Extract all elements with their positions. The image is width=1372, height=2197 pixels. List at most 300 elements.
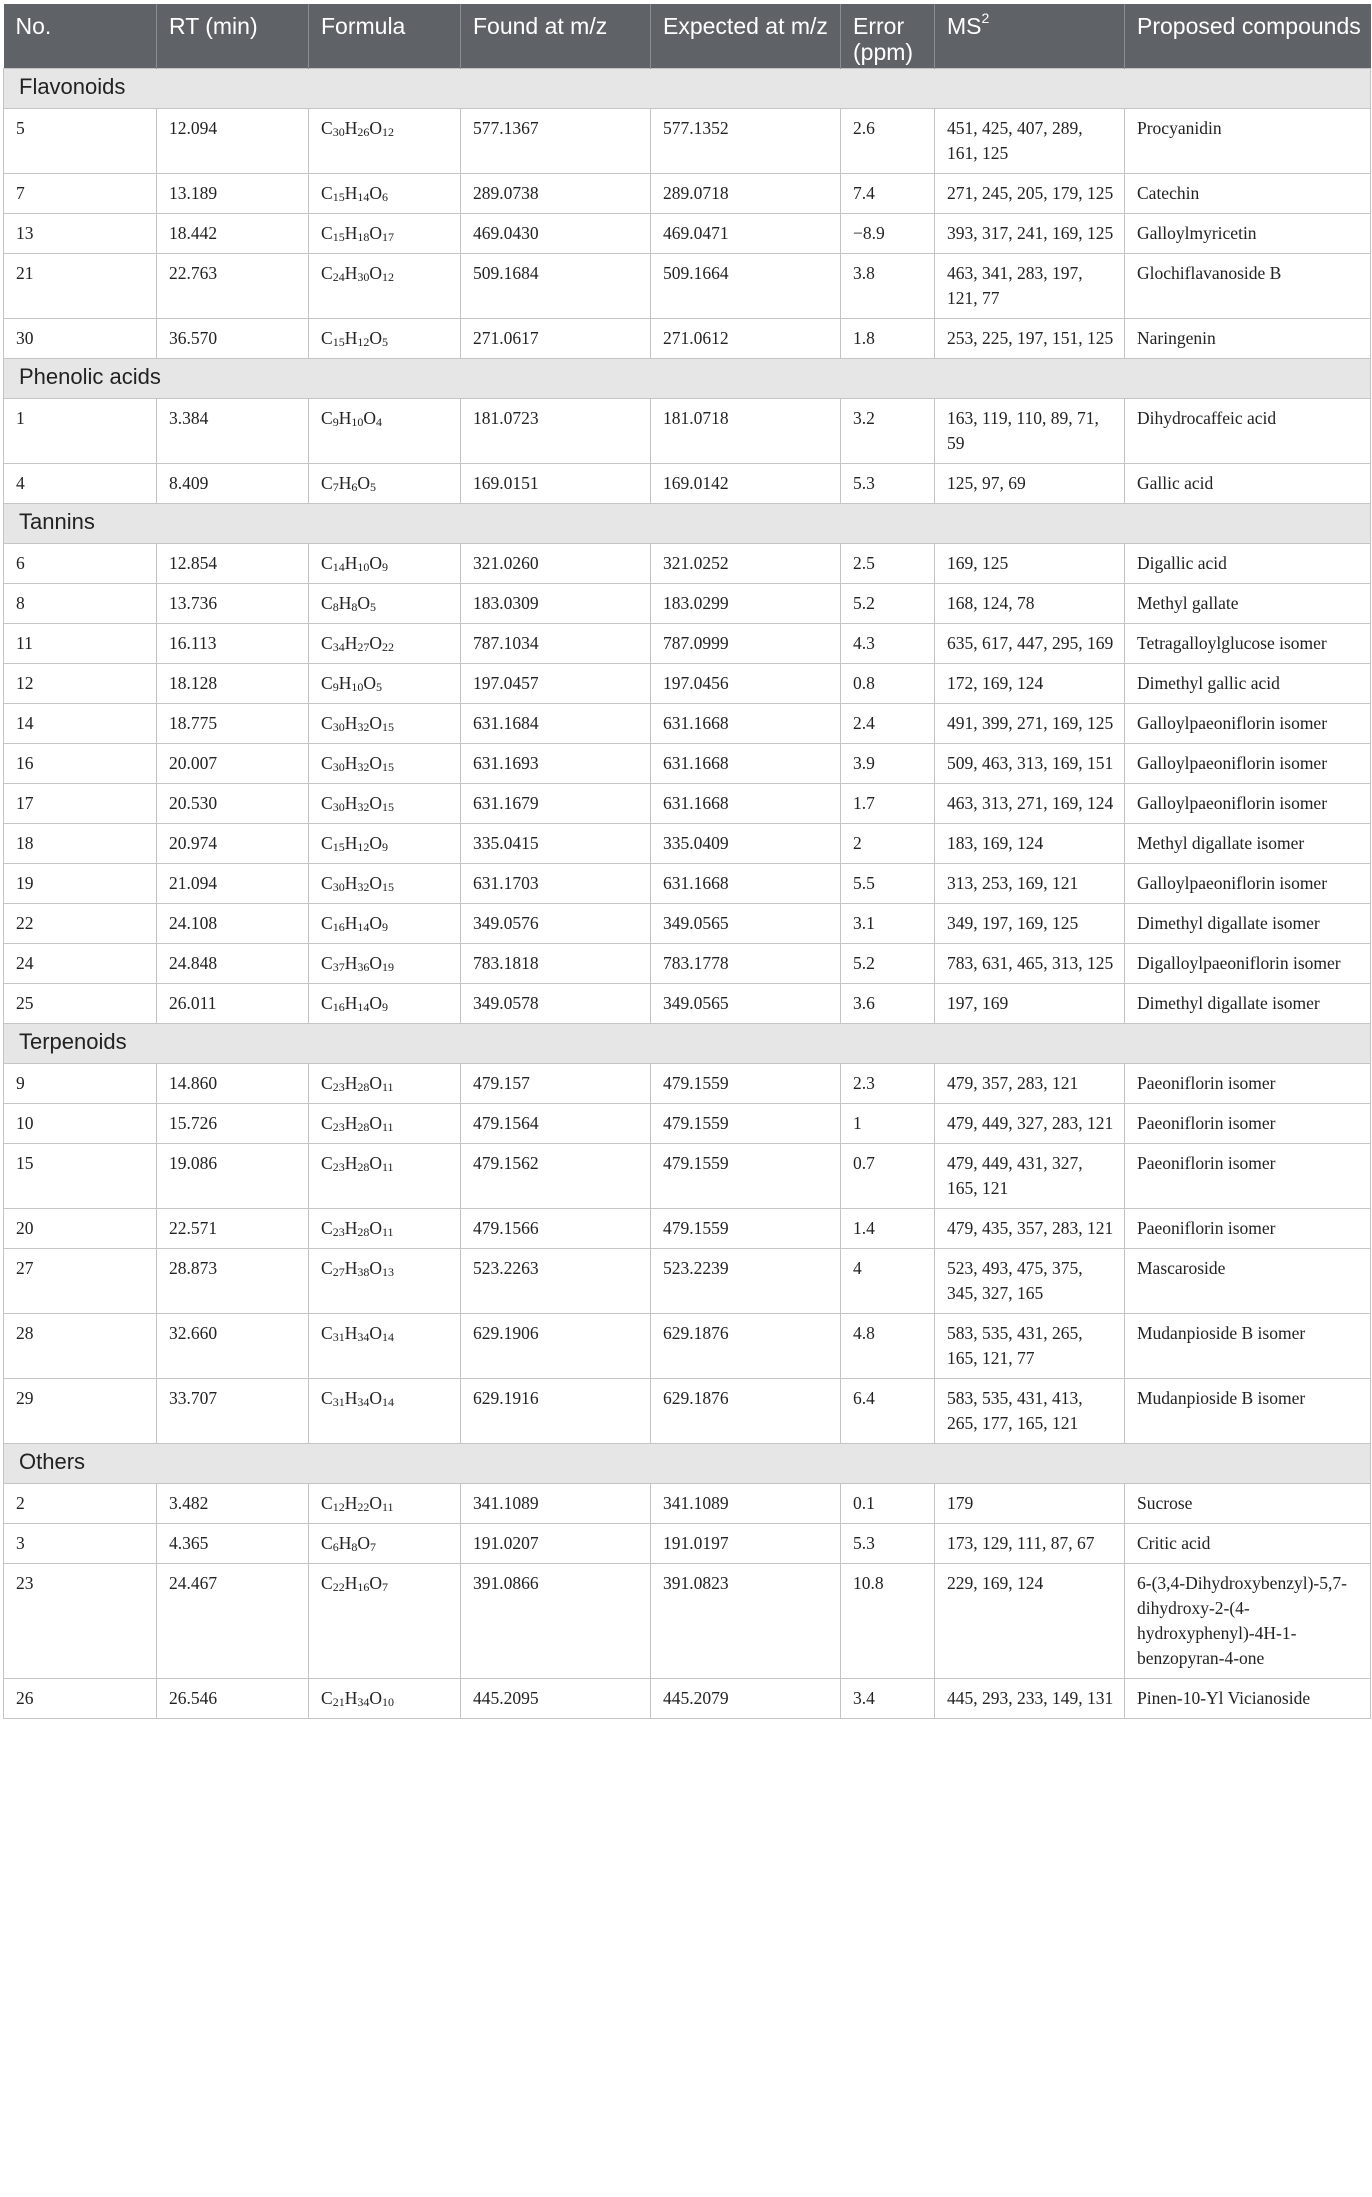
formula-element: H (338, 673, 352, 693)
cell-found: 321.0260 (461, 544, 651, 584)
formula-count: 15 (332, 840, 345, 854)
cell-ms2: 349, 197, 169, 125 (935, 904, 1125, 944)
formula-count: 34 (357, 1695, 370, 1709)
formula-count: 15 (381, 880, 394, 894)
cell-ms2: 445, 293, 233, 149, 131 (935, 1679, 1125, 1719)
cell-found: 341.1089 (461, 1484, 651, 1524)
cell-expected: 445.2079 (651, 1679, 841, 1719)
cell-compound: Mascaroside (1125, 1249, 1371, 1314)
formula-element: C (321, 1323, 333, 1343)
table-row (4, 174, 1371, 214)
cell-error: 3.1 (841, 904, 935, 944)
formula-element: O (369, 913, 382, 933)
cell-no: 19 (4, 864, 157, 904)
formula-element: H (338, 408, 352, 428)
formula-element: H (344, 1153, 358, 1173)
cell-expected: 391.0823 (651, 1564, 841, 1679)
table-body (4, 69, 1371, 1719)
formula-element: C (321, 553, 333, 573)
header-formula: Formula (309, 4, 461, 69)
cell-found: 349.0576 (461, 904, 651, 944)
cell-ms2: 229, 169, 124 (935, 1564, 1125, 1679)
group-row (4, 1024, 1371, 1064)
cell-error: 0.1 (841, 1484, 935, 1524)
cell-ms2: 583, 535, 431, 265, 165, 121, 77 (935, 1314, 1125, 1379)
table-row (4, 824, 1371, 864)
formula-element: C (321, 328, 333, 348)
formula-element: O (369, 263, 382, 283)
formula-count: 23 (332, 1120, 345, 1134)
cell-no: 25 (4, 984, 157, 1024)
cell-expected: 629.1876 (651, 1379, 841, 1444)
formula-element: O (357, 1533, 370, 1553)
cell-formula (309, 319, 461, 359)
cell-expected: 271.0612 (651, 319, 841, 359)
formula-count: 14 (332, 560, 345, 574)
formula-count: 10 (357, 560, 370, 574)
cell-ms2: 169, 125 (935, 544, 1125, 584)
cell-ms2: 168, 124, 78 (935, 584, 1125, 624)
table-row (4, 464, 1371, 504)
formula-count: 14 (357, 920, 370, 934)
formula-count: 15 (381, 720, 394, 734)
formula-count: 10 (351, 415, 364, 429)
table-row (4, 1379, 1371, 1444)
formula-count: 30 (332, 800, 345, 814)
formula-count: 9 (381, 840, 388, 854)
cell-compound: Mudanpioside B isomer (1125, 1314, 1371, 1379)
cell-no: 29 (4, 1379, 157, 1444)
formula-count: 16 (357, 1580, 370, 1594)
cell-ms2: 183, 169, 124 (935, 824, 1125, 864)
table-row (4, 704, 1371, 744)
cell-ms2: 125, 97, 69 (935, 464, 1125, 504)
cell-formula (309, 864, 461, 904)
formula-element: C (321, 473, 333, 493)
formula-count: 34 (332, 640, 345, 654)
cell-compound: Dimethyl digallate isomer (1125, 904, 1371, 944)
formula-count: 36 (357, 960, 370, 974)
formula-count: 6 (332, 1540, 339, 1554)
cell-formula (309, 1524, 461, 1564)
formula-element: H (338, 473, 352, 493)
cell-compound: Sucrose (1125, 1484, 1371, 1524)
group-label: Tannins (4, 504, 1371, 544)
cell-no: 28 (4, 1314, 157, 1379)
cell-error: 1.8 (841, 319, 935, 359)
formula-count: 9 (381, 920, 388, 934)
cell-expected: 197.0456 (651, 664, 841, 704)
formula-count: 32 (357, 880, 370, 894)
table-row (4, 944, 1371, 984)
formula-element: O (369, 633, 382, 653)
header-ms2-label: MS (947, 13, 982, 39)
cell-ms2: 163, 119, 110, 89, 71, 59 (935, 399, 1125, 464)
formula-element: H (344, 1573, 358, 1593)
cell-found: 271.0617 (461, 319, 651, 359)
formula-count: 12 (381, 125, 394, 139)
cell-formula (309, 1314, 461, 1379)
cell-rt: 13.736 (157, 584, 309, 624)
formula-element: H (344, 328, 358, 348)
formula-count: 12 (381, 270, 394, 284)
formula-count: 15 (381, 760, 394, 774)
formula-count: 9 (381, 1000, 388, 1014)
cell-formula (309, 1104, 461, 1144)
group-label: Terpenoids (4, 1024, 1371, 1064)
formula-element: C (321, 408, 333, 428)
cell-no: 5 (4, 109, 157, 174)
formula-element: C (321, 223, 333, 243)
header-ms2-superscript: 2 (981, 10, 990, 27)
cell-expected: 181.0718 (651, 399, 841, 464)
cell-rt: 3.384 (157, 399, 309, 464)
header-compound: Proposed compounds (1125, 4, 1371, 69)
formula-count: 22 (332, 1580, 345, 1594)
table-row (4, 744, 1371, 784)
cell-error: 5.2 (841, 944, 935, 984)
cell-ms2: 463, 313, 271, 169, 124 (935, 784, 1125, 824)
cell-formula (309, 1144, 461, 1209)
formula-count: 27 (357, 640, 370, 654)
cell-compound: Catechin (1125, 174, 1371, 214)
formula-element: C (321, 633, 333, 653)
header-row (4, 4, 1371, 69)
formula-element: O (369, 1258, 382, 1278)
cell-no: 1 (4, 399, 157, 464)
cell-expected: 631.1668 (651, 864, 841, 904)
cell-no: 30 (4, 319, 157, 359)
formula-count: 11 (381, 1120, 394, 1134)
cell-expected: 191.0197 (651, 1524, 841, 1564)
cell-no: 16 (4, 744, 157, 784)
formula-count: 12 (357, 840, 370, 854)
cell-error: 3.2 (841, 399, 935, 464)
formula-count: 12 (357, 335, 370, 349)
cell-rt: 12.854 (157, 544, 309, 584)
formula-count: 23 (332, 1080, 345, 1094)
cell-found: 629.1906 (461, 1314, 651, 1379)
cell-rt: 26.546 (157, 1679, 309, 1719)
formula-count: 15 (332, 230, 345, 244)
cell-rt: 12.094 (157, 109, 309, 174)
cell-found: 783.1818 (461, 944, 651, 984)
formula-count: 14 (357, 190, 370, 204)
cell-error: 5.3 (841, 464, 935, 504)
cell-formula (309, 399, 461, 464)
cell-expected: 631.1668 (651, 704, 841, 744)
formula-count: 27 (332, 1265, 345, 1279)
cell-formula (309, 944, 461, 984)
cell-compound: Gallic acid (1125, 464, 1371, 504)
cell-ms2: 635, 617, 447, 295, 169 (935, 624, 1125, 664)
formula-count: 21 (332, 1695, 345, 1709)
formula-element: H (344, 553, 358, 573)
cell-rt: 3.482 (157, 1484, 309, 1524)
cell-error: 5.2 (841, 584, 935, 624)
cell-rt: 36.570 (157, 319, 309, 359)
cell-formula (309, 744, 461, 784)
cell-found: 631.1684 (461, 704, 651, 744)
cell-error: −8.9 (841, 214, 935, 254)
cell-expected: 479.1559 (651, 1144, 841, 1209)
formula-element: C (321, 953, 333, 973)
formula-count: 28 (357, 1160, 370, 1174)
formula-element: O (369, 1073, 382, 1093)
cell-formula (309, 784, 461, 824)
cell-expected: 509.1664 (651, 254, 841, 319)
formula-element: H (344, 953, 358, 973)
formula-element: C (321, 1388, 333, 1408)
formula-element: O (369, 993, 382, 1013)
cell-expected: 577.1352 (651, 109, 841, 174)
cell-compound: Mudanpioside B isomer (1125, 1379, 1371, 1444)
cell-compound: Galloylpaeoniflorin isomer (1125, 744, 1371, 784)
formula-element: O (363, 673, 376, 693)
cell-formula (309, 1379, 461, 1444)
formula-element: C (321, 793, 333, 813)
cell-compound: 6-(3,4-Dihydroxybenzyl)-5,7-dihydroxy-2-(4-hydroxyphenyl)-4H-1-benzopyran-4-one (1125, 1564, 1371, 1679)
cell-rt: 20.007 (157, 744, 309, 784)
cell-compound: Digallic acid (1125, 544, 1371, 584)
cell-error: 2.3 (841, 1064, 935, 1104)
table-row (4, 1524, 1371, 1564)
cell-error: 3.4 (841, 1679, 935, 1719)
cell-formula (309, 109, 461, 174)
cell-rt: 13.189 (157, 174, 309, 214)
formula-element: O (369, 1688, 382, 1708)
formula-count: 15 (381, 800, 394, 814)
cell-no: 22 (4, 904, 157, 944)
formula-count: 5 (369, 600, 376, 614)
formula-element: H (344, 913, 358, 933)
header-found: Found at m/z (461, 4, 651, 69)
table-row (4, 1564, 1371, 1679)
cell-no: 14 (4, 704, 157, 744)
table-row (4, 214, 1371, 254)
formula-element: O (369, 118, 382, 138)
formula-count: 15 (332, 335, 345, 349)
formula-count: 14 (381, 1395, 394, 1409)
cell-expected: 321.0252 (651, 544, 841, 584)
cell-no: 10 (4, 1104, 157, 1144)
cell-expected: 783.1778 (651, 944, 841, 984)
cell-formula (309, 174, 461, 214)
cell-error: 4 (841, 1249, 935, 1314)
formula-element: H (344, 1258, 358, 1278)
cell-error: 2.6 (841, 109, 935, 174)
formula-element: H (344, 793, 358, 813)
formula-count: 30 (332, 760, 345, 774)
group-row (4, 1444, 1371, 1484)
formula-element: C (321, 1258, 333, 1278)
cell-compound: Paeoniflorin isomer (1125, 1144, 1371, 1209)
formula-element: H (344, 1493, 358, 1513)
formula-count: 28 (357, 1080, 370, 1094)
cell-rt: 4.365 (157, 1524, 309, 1564)
formula-element: C (321, 1153, 333, 1173)
formula-count: 9 (332, 680, 339, 694)
formula-count: 11 (381, 1225, 394, 1239)
formula-element: C (321, 993, 333, 1013)
cell-expected: 523.2239 (651, 1249, 841, 1314)
table-row (4, 584, 1371, 624)
cell-no: 20 (4, 1209, 157, 1249)
formula-element: C (321, 753, 333, 773)
formula-count: 8 (332, 600, 339, 614)
formula-count: 8 (351, 1540, 358, 1554)
cell-rt: 18.442 (157, 214, 309, 254)
cell-ms2: 479, 449, 327, 283, 121 (935, 1104, 1125, 1144)
cell-found: 631.1679 (461, 784, 651, 824)
formula-element: O (369, 1153, 382, 1173)
cell-formula (309, 1484, 461, 1524)
cell-compound: Naringenin (1125, 319, 1371, 359)
cell-ms2: 491, 399, 271, 169, 125 (935, 704, 1125, 744)
header-ms2 (935, 4, 1125, 69)
cell-formula (309, 704, 461, 744)
formula-element: C (321, 713, 333, 733)
formula-count: 4 (375, 415, 382, 429)
formula-count: 31 (332, 1330, 345, 1344)
formula-count: 14 (357, 1000, 370, 1014)
formula-count: 15 (332, 190, 345, 204)
formula-element: H (344, 713, 358, 733)
formula-element: O (369, 753, 382, 773)
group-label: Phenolic acids (4, 359, 1371, 399)
cell-expected: 479.1559 (651, 1064, 841, 1104)
cell-error: 5.5 (841, 864, 935, 904)
cell-formula (309, 1679, 461, 1719)
cell-compound: Dimethyl digallate isomer (1125, 984, 1371, 1024)
formula-count: 8 (351, 600, 358, 614)
formula-element: C (321, 183, 333, 203)
cell-found: 335.0415 (461, 824, 651, 864)
cell-expected: 289.0718 (651, 174, 841, 214)
cell-formula (309, 214, 461, 254)
cell-compound: Pinen-10-Yl Vicianoside (1125, 1679, 1371, 1719)
formula-count: 5 (375, 680, 382, 694)
cell-error: 4.8 (841, 1314, 935, 1379)
formula-count: 17 (381, 230, 394, 244)
formula-count: 37 (332, 960, 345, 974)
formula-count: 31 (332, 1395, 345, 1409)
cell-found: 479.1564 (461, 1104, 651, 1144)
formula-count: 28 (357, 1225, 370, 1239)
cell-rt: 28.873 (157, 1249, 309, 1314)
formula-count: 16 (332, 1000, 345, 1014)
formula-count: 7 (369, 1540, 376, 1554)
formula-count: 7 (381, 1580, 388, 1594)
cell-rt: 20.530 (157, 784, 309, 824)
cell-ms2: 583, 535, 431, 413, 265, 177, 165, 121 (935, 1379, 1125, 1444)
table-row (4, 864, 1371, 904)
cell-found: 629.1916 (461, 1379, 651, 1444)
formula-count: 11 (381, 1080, 394, 1094)
formula-element: C (321, 833, 333, 853)
table-row (4, 544, 1371, 584)
cell-ms2: 313, 253, 169, 121 (935, 864, 1125, 904)
formula-element: O (369, 713, 382, 733)
cell-found: 479.157 (461, 1064, 651, 1104)
cell-ms2: 197, 169 (935, 984, 1125, 1024)
formula-element: H (338, 593, 352, 613)
cell-found: 523.2263 (461, 1249, 651, 1314)
cell-compound: Digalloylpaeoniflorin isomer (1125, 944, 1371, 984)
group-row (4, 504, 1371, 544)
cell-expected: 631.1668 (651, 784, 841, 824)
cell-compound: Galloylpaeoniflorin isomer (1125, 784, 1371, 824)
formula-element: O (369, 223, 382, 243)
cell-formula (309, 984, 461, 1024)
cell-ms2: 479, 435, 357, 283, 121 (935, 1209, 1125, 1249)
cell-formula (309, 544, 461, 584)
table-row (4, 319, 1371, 359)
cell-compound: Galloylmyricetin (1125, 214, 1371, 254)
formula-count: 6 (381, 190, 388, 204)
formula-element: H (344, 223, 358, 243)
cell-error: 2 (841, 824, 935, 864)
formula-count: 14 (381, 1330, 394, 1344)
cell-formula (309, 1249, 461, 1314)
cell-rt: 16.113 (157, 624, 309, 664)
formula-count: 24 (332, 270, 345, 284)
cell-ms2: 451, 425, 407, 289, 161, 125 (935, 109, 1125, 174)
cell-expected: 469.0471 (651, 214, 841, 254)
cell-error: 0.7 (841, 1144, 935, 1209)
cell-ms2: 523, 493, 475, 375, 345, 327, 165 (935, 1249, 1125, 1314)
cell-rt: 14.860 (157, 1064, 309, 1104)
formula-element: H (344, 833, 358, 853)
table-row (4, 399, 1371, 464)
formula-count: 28 (357, 1120, 370, 1134)
table-row (4, 624, 1371, 664)
formula-count: 9 (332, 415, 339, 429)
group-row (4, 69, 1371, 109)
cell-no: 15 (4, 1144, 157, 1209)
formula-element: O (369, 833, 382, 853)
formula-element: H (344, 873, 358, 893)
formula-element: H (344, 1688, 358, 1708)
cell-error: 0.8 (841, 664, 935, 704)
formula-element: C (321, 1073, 333, 1093)
table-row (4, 984, 1371, 1024)
formula-element: H (344, 1323, 358, 1343)
header-error: Error (ppm) (841, 4, 935, 69)
cell-ms2: 393, 317, 241, 169, 125 (935, 214, 1125, 254)
formula-element: H (338, 1533, 352, 1553)
cell-no: 24 (4, 944, 157, 984)
cell-ms2: 479, 449, 431, 327, 165, 121 (935, 1144, 1125, 1209)
cell-found: 479.1566 (461, 1209, 651, 1249)
cell-compound: Critic acid (1125, 1524, 1371, 1564)
cell-no: 17 (4, 784, 157, 824)
formula-element: O (357, 593, 370, 613)
formula-element: O (369, 1388, 382, 1408)
cell-no: 8 (4, 584, 157, 624)
formula-element: H (344, 183, 358, 203)
cell-found: 631.1693 (461, 744, 651, 784)
cell-error: 7.4 (841, 174, 935, 214)
formula-element: H (344, 633, 358, 653)
cell-formula (309, 1209, 461, 1249)
cell-expected: 169.0142 (651, 464, 841, 504)
formula-count: 30 (357, 270, 370, 284)
group-label: Flavonoids (4, 69, 1371, 109)
formula-element: H (344, 1218, 358, 1238)
table-row (4, 664, 1371, 704)
table-row (4, 109, 1371, 174)
